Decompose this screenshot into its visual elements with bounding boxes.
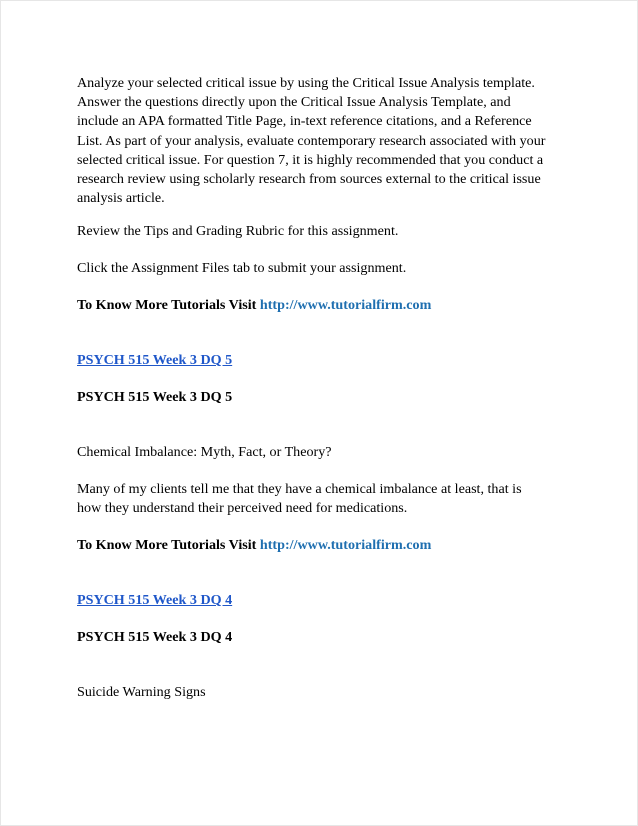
chemical-imbalance-title: Chemical Imbalance: Myth, Fact, or Theory? bbox=[77, 444, 332, 460]
week3-dq4-heading: PSYCH 515 Week 3 DQ 4 bbox=[77, 629, 233, 645]
week3-dq4-link[interactable]: PSYCH 515 Week 3 DQ 4 bbox=[77, 592, 233, 608]
suicide-warning-signs-title: Suicide Warning Signs bbox=[77, 684, 206, 700]
instructions-line: Analyze your selected critical issue by using the Critical Issue Analysis template. bbox=[77, 75, 535, 91]
rubric-paragraph: Review the Tips and Grading Rubric for this assignment. bbox=[77, 223, 399, 239]
week3-dq5-link[interactable]: PSYCH 515 Week 3 DQ 5 bbox=[77, 352, 233, 368]
promo-prefix: To Know More Tutorials Visit bbox=[77, 297, 257, 313]
promo-line-2 bbox=[77, 536, 431, 555]
tutorial-website-link[interactable]: http://www.tutorialfirm.com bbox=[259, 297, 432, 313]
submit-paragraph: Click the Assignment Files tab to submit your assignment. bbox=[77, 260, 407, 276]
instructions-line: List. As part of your analysis, evaluate contemporary research associated with your bbox=[77, 132, 546, 149]
tutorial-website-link[interactable]: http://www.tutorialfirm.com bbox=[259, 537, 432, 553]
clients-paragraph-line: Many of my clients tell me that they have a chemical imbalance at least, that is bbox=[77, 481, 522, 497]
clients-paragraph-line: how they understand their perceived need for medications. bbox=[77, 500, 408, 517]
instructions-line: Answer the questions directly upon the Critical Issue Analysis Template, and bbox=[77, 94, 511, 111]
instructions-line: selected critical issue. For question 7, it is highly recommended that you conduct a bbox=[77, 151, 544, 168]
instructions-line: analysis article. bbox=[77, 190, 165, 207]
instructions-line: include an APA formatted Title Page, in-text reference citations, and a Reference bbox=[77, 113, 532, 130]
instructions-line: research review using scholarly research from sources external to the critical issue bbox=[77, 171, 541, 187]
week3-dq5-heading: PSYCH 515 Week 3 DQ 5 bbox=[77, 389, 233, 405]
promo-prefix: To Know More Tutorials Visit bbox=[77, 537, 257, 553]
promo-line-1 bbox=[77, 296, 431, 315]
